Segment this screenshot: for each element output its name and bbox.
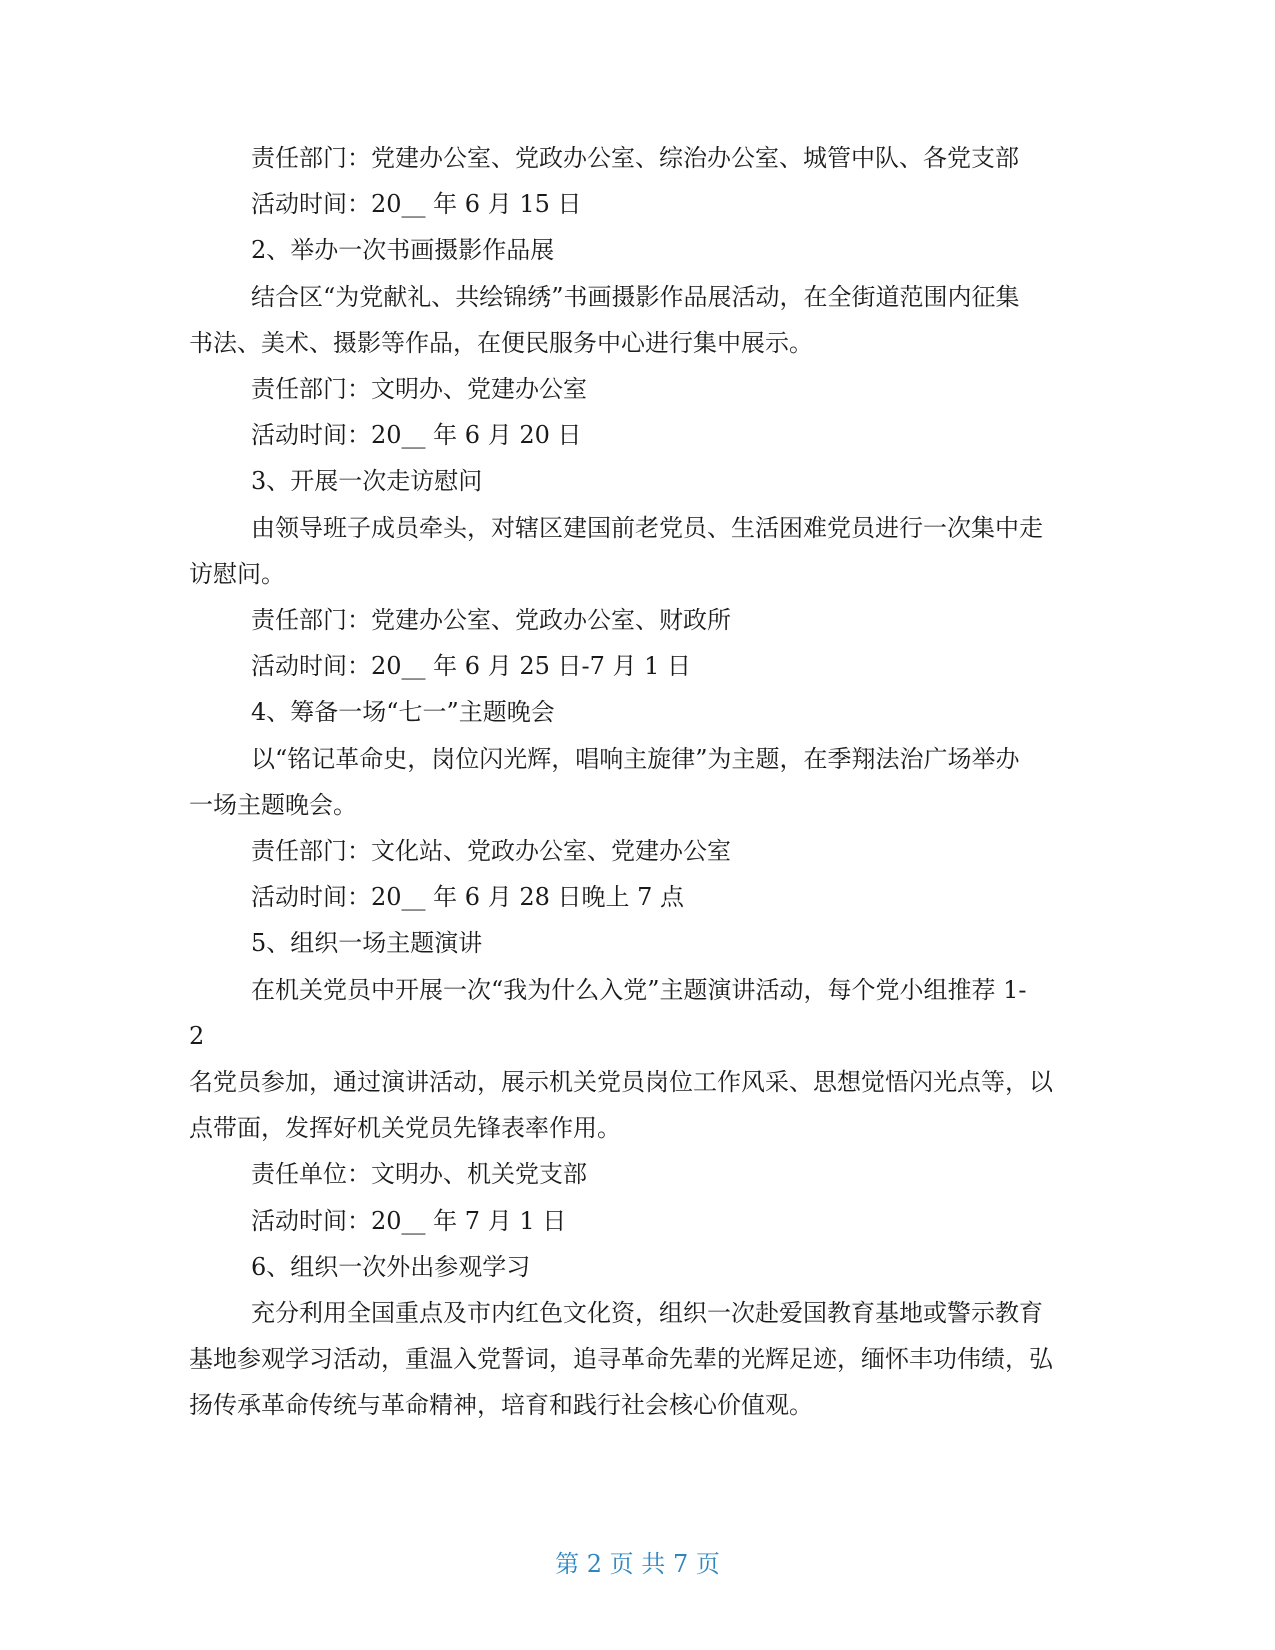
section-heading: 2、举办一次书画摄影作品展 (251, 236, 555, 264)
paragraph-line: 在机关党员中开展一次“我为什么入党”主题演讲活动，每个党小组推荐 1- (251, 976, 1027, 1004)
section-heading: 6、组织一次外出参观学习 (251, 1253, 531, 1281)
paragraph-line: 访慰问。 (189, 560, 285, 588)
paragraph-line: 书法、美术、摄影等作品，在便民服务中心进行集中展示。 (189, 329, 813, 357)
paragraph-line: 充分利用全国重点及市内红色文化资，组织一次赴爱国教育基地或警示教育 (251, 1299, 1043, 1327)
section-heading: 3、开展一次走访慰问 (251, 467, 483, 495)
paragraph-line: 以“铭记革命史，岗位闪光辉，唱响主旋律”为主题，在季翔法治广场举办 (251, 745, 1020, 773)
activity-time-line: 活动时间：20__ 年 6 月 25 日-7 月 1 日 (251, 652, 692, 680)
activity-time-line: 活动时间：20__ 年 6 月 15 日 (251, 190, 582, 218)
responsibility-line: 责任单位：文明办、机关党支部 (251, 1160, 587, 1188)
responsibility-line: 责任部门：文化站、党政办公室、党建办公室 (251, 837, 731, 865)
responsibility-line: 责任部门：党建办公室、党政办公室、财政所 (251, 606, 731, 634)
page-number-footer: 第 2 页 共 7 页 (555, 1550, 720, 1578)
activity-time-line: 活动时间：20__ 年 6 月 28 日晚上 7 点 (251, 883, 685, 911)
paragraph-line: 2 (189, 1022, 205, 1050)
activity-time-line: 活动时间：20__ 年 6 月 20 日 (251, 421, 582, 449)
paragraph-line: 由领导班子成员牵头，对辖区建国前老党员、生活困难党员进行一次集中走 (251, 514, 1043, 542)
responsibility-line: 责任部门：文明办、党建办公室 (251, 375, 587, 403)
paragraph-line: 结合区“为党献礼、共绘锦绣”书画摄影作品展活动，在全街道范围内征集 (251, 283, 1020, 311)
section-heading: 4、筹备一场“七一”主题晚会 (251, 698, 555, 726)
paragraph-line: 一场主题晚会。 (189, 791, 357, 819)
paragraph-line: 扬传承革命传统与革命精神，培育和践行社会核心价值观。 (189, 1391, 813, 1419)
responsibility-line: 责任部门：党建办公室、党政办公室、综治办公室、城管中队、各党支部 (251, 144, 1019, 172)
section-heading: 5、组织一场主题演讲 (251, 929, 483, 957)
paragraph-line: 点带面，发挥好机关党员先锋表率作用。 (189, 1114, 621, 1142)
paragraph-line: 名党员参加，通过演讲活动，展示机关党员岗位工作风采、思想觉悟闪光点等，以 (189, 1068, 1053, 1096)
activity-time-line: 活动时间：20__ 年 7 月 1 日 (251, 1207, 567, 1235)
paragraph-line: 基地参观学习活动，重温入党誓词，追寻革命先辈的光辉足迹，缅怀丰功伟绩，弘 (189, 1345, 1053, 1373)
